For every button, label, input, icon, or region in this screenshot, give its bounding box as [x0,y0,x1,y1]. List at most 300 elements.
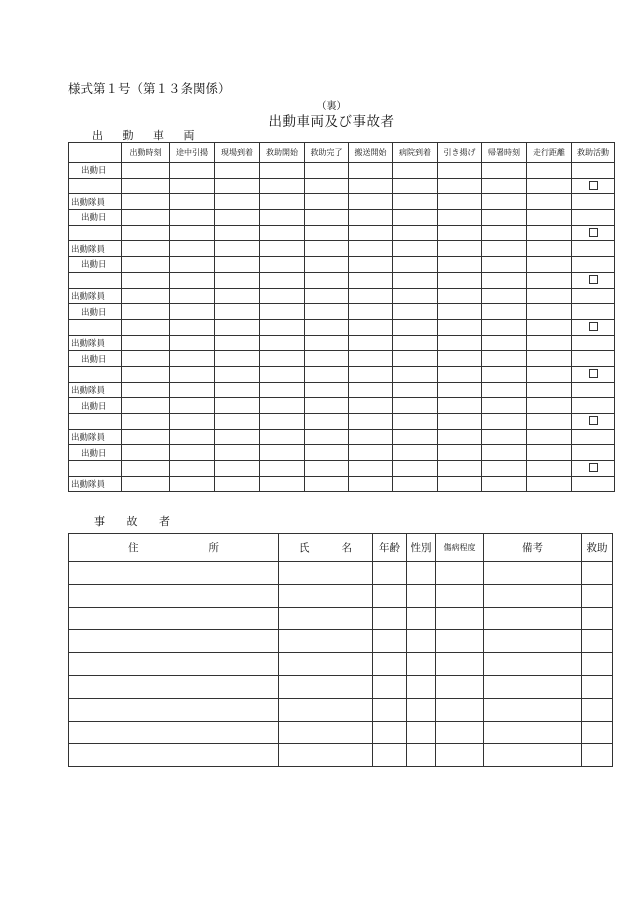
vehicle-cell[interactable] [215,429,260,445]
vehicle-cell[interactable] [349,414,393,430]
vehicle-cell[interactable] [170,272,215,288]
remarks-cell[interactable] [484,721,582,744]
age-cell[interactable] [373,721,407,744]
vehicle-cell[interactable] [438,476,482,492]
vehicle-cell[interactable] [527,304,572,320]
vehicle-cell[interactable] [527,272,572,288]
vehicle-cell[interactable] [393,445,438,461]
vehicle-cell[interactable] [438,225,482,241]
vehicle-cell[interactable] [215,414,260,430]
vehicle-cell[interactable] [393,304,438,320]
vehicle-cell[interactable] [572,194,615,210]
vehicle-cell[interactable] [260,304,305,320]
vehicle-cell[interactable] [438,429,482,445]
vehicle-cell[interactable] [305,210,349,226]
vehicle-cell[interactable] [527,194,572,210]
vehicle-cell[interactable] [260,351,305,367]
vehicle-cell[interactable] [482,476,527,492]
vehicle-cell[interactable] [305,288,349,304]
rescue-activity-checkbox[interactable] [589,275,598,284]
vehicle-cell[interactable] [393,382,438,398]
vehicle-cell[interactable] [305,398,349,414]
sex-cell[interactable] [407,607,436,630]
rescue-cell[interactable] [582,744,613,767]
injury-cell[interactable] [436,698,484,721]
vehicle-cell[interactable] [349,445,393,461]
vehicle-cell[interactable] [170,445,215,461]
rescue-cell[interactable] [582,584,613,607]
vehicle-cell[interactable] [170,225,215,241]
vehicle-cell[interactable] [305,414,349,430]
vehicle-cell[interactable] [393,366,438,382]
vehicle-cell[interactable] [527,225,572,241]
vehicle-cell[interactable] [305,178,349,194]
vehicle-cell[interactable] [393,257,438,273]
vehicle-cell[interactable] [170,241,215,257]
header-injury-severity: 傷病程度 [436,534,484,562]
injury-cell[interactable] [436,562,484,585]
vehicle-cell[interactable] [482,272,527,288]
vehicle-cell[interactable] [215,178,260,194]
vehicle-cell[interactable] [122,288,170,304]
vehicle-cell[interactable] [305,445,349,461]
vehicle-cell[interactable] [572,163,615,179]
vehicle-cell[interactable] [260,476,305,492]
age-cell[interactable] [373,675,407,698]
remarks-cell[interactable] [484,630,582,653]
age-cell[interactable] [373,653,407,676]
injury-cell[interactable] [436,675,484,698]
vehicle-cell[interactable] [393,476,438,492]
vehicle-cell[interactable] [527,429,572,445]
vehicle-cell[interactable] [122,304,170,320]
vehicle-cell[interactable] [170,366,215,382]
vehicle-cell[interactable] [349,319,393,335]
vehicle-cell[interactable] [527,461,572,477]
vehicle-cell[interactable] [527,366,572,382]
rescue-cell[interactable] [582,698,613,721]
vehicle-cell[interactable] [349,288,393,304]
age-cell[interactable] [373,630,407,653]
vehicle-cell[interactable] [260,225,305,241]
vehicle-cell[interactable] [349,351,393,367]
vehicle-cell[interactable] [170,194,215,210]
vehicle-cell[interactable] [122,429,170,445]
vehicle-cell[interactable] [260,210,305,226]
vehicle-cell[interactable] [122,414,170,430]
vehicle-cell[interactable] [305,335,349,351]
vehicle-cell[interactable] [215,461,260,477]
vehicle-cell[interactable] [438,445,482,461]
vehicle-cell[interactable] [527,382,572,398]
vehicle-cell[interactable] [305,461,349,477]
vehicles-section-heading: 出 動 車 両 [92,129,203,142]
name-cell[interactable] [279,675,373,698]
vehicle-cell[interactable] [527,210,572,226]
rescue-activity-checkbox[interactable] [589,322,598,331]
vehicle-cell[interactable] [122,178,170,194]
vehicle-cell[interactable] [349,272,393,288]
sex-cell[interactable] [407,562,436,585]
vehicle-cell[interactable] [438,461,482,477]
vehicle-cell[interactable] [572,257,615,273]
vehicle-cell[interactable] [572,210,615,226]
address-cell[interactable] [69,630,279,653]
vehicle-cell[interactable] [393,351,438,367]
vehicle-cell[interactable] [122,382,170,398]
vehicle-cell[interactable] [572,398,615,414]
vehicle-cell[interactable] [438,288,482,304]
vehicle-cell[interactable] [482,445,527,461]
address-cell[interactable] [69,607,279,630]
rescue-activity-checkbox[interactable] [589,416,598,425]
vehicle-cell[interactable] [215,304,260,320]
vehicle-cell[interactable] [438,382,482,398]
vehicle-cell[interactable] [438,272,482,288]
age-cell[interactable] [373,607,407,630]
vehicle-cell[interactable] [572,304,615,320]
vehicle-cell[interactable] [527,178,572,194]
vehicle-cell[interactable] [349,225,393,241]
age-cell[interactable] [373,584,407,607]
address-cell[interactable] [69,698,279,721]
vehicle-cell[interactable] [305,319,349,335]
vehicle-cell[interactable] [527,445,572,461]
vehicle-cell[interactable] [572,335,615,351]
vehicle-cell[interactable] [122,257,170,273]
address-cell[interactable] [69,744,279,767]
vehicle-cell[interactable] [260,288,305,304]
vehicle-cell[interactable] [438,398,482,414]
remarks-cell[interactable] [484,744,582,767]
vehicle-cell[interactable] [215,272,260,288]
vehicle-cell[interactable] [482,366,527,382]
vehicle-cell[interactable] [170,476,215,492]
casualty-row [69,562,613,585]
vehicle-cell[interactable] [122,476,170,492]
vehicle-cell[interactable] [438,319,482,335]
vehicle-cell[interactable] [482,194,527,210]
remarks-cell[interactable] [484,675,582,698]
vehicle-cell[interactable] [482,163,527,179]
vehicle-cell[interactable] [438,178,482,194]
name-cell[interactable] [279,584,373,607]
vehicle-cell[interactable] [482,351,527,367]
vehicle-cell[interactable] [215,476,260,492]
address-cell[interactable] [69,675,279,698]
injury-cell[interactable] [436,584,484,607]
vehicle-cell[interactable] [170,319,215,335]
vehicle-cell[interactable] [215,351,260,367]
vehicle-cell[interactable] [482,288,527,304]
rescue-activity-checkbox[interactable] [589,228,598,237]
address-cell[interactable] [69,653,279,676]
vehicle-cell[interactable] [438,414,482,430]
sex-cell[interactable] [407,653,436,676]
vehicle-cell[interactable] [438,304,482,320]
vehicle-cell[interactable] [482,210,527,226]
vehicle-cell[interactable] [482,398,527,414]
vehicle-cell[interactable] [572,288,615,304]
vehicle-cell[interactable] [527,319,572,335]
vehicle-cell[interactable] [215,445,260,461]
vehicle-cell[interactable] [260,366,305,382]
vehicle-cell[interactable] [572,429,615,445]
vehicle-cell[interactable] [260,414,305,430]
rescue-cell[interactable] [582,607,613,630]
vehicle-cell[interactable] [122,163,170,179]
sex-cell[interactable] [407,744,436,767]
vehicle-cell[interactable] [170,257,215,273]
vehicle-cell[interactable] [260,398,305,414]
vehicle-cell[interactable] [527,288,572,304]
rescue-activity-cell [572,414,615,430]
vehicle-cell[interactable] [349,366,393,382]
vehicle-cell[interactable] [260,319,305,335]
vehicle-cell[interactable] [482,461,527,477]
vehicle-cell[interactable] [260,194,305,210]
vehicle-cell[interactable] [527,398,572,414]
rescue-cell[interactable] [582,721,613,744]
vehicle-cell[interactable] [170,398,215,414]
sex-cell[interactable] [407,675,436,698]
injury-cell[interactable] [436,653,484,676]
vehicle-cell[interactable] [122,445,170,461]
vehicle-cell[interactable] [305,272,349,288]
vehicle-cell[interactable] [305,351,349,367]
blank-label-cell [69,414,122,430]
vehicle-cell[interactable] [260,429,305,445]
vehicle-cell[interactable] [482,429,527,445]
injury-cell[interactable] [436,721,484,744]
vehicle-row-crew [69,241,615,257]
injury-cell[interactable] [436,744,484,767]
vehicle-cell[interactable] [260,445,305,461]
vehicle-cell[interactable] [305,194,349,210]
vehicle-cell[interactable] [215,225,260,241]
vehicle-cell[interactable] [393,461,438,477]
name-cell[interactable] [279,562,373,585]
vehicle-cell[interactable] [349,163,393,179]
vehicle-cell[interactable] [170,288,215,304]
vehicle-cell[interactable] [393,288,438,304]
vehicle-cell[interactable] [349,335,393,351]
vehicle-cell[interactable] [438,366,482,382]
rescue-activity-checkbox[interactable] [589,369,598,378]
vehicle-cell[interactable] [215,398,260,414]
vehicle-cell[interactable] [260,241,305,257]
remarks-cell[interactable] [484,562,582,585]
vehicle-cell[interactable] [260,335,305,351]
vehicle-cell[interactable] [215,194,260,210]
vehicle-cell[interactable] [349,398,393,414]
injury-cell[interactable] [436,607,484,630]
vehicle-cell[interactable] [527,335,572,351]
vehicle-cell[interactable] [260,163,305,179]
name-cell[interactable] [279,607,373,630]
vehicle-cell[interactable] [393,178,438,194]
vehicle-cell[interactable] [305,257,349,273]
remarks-cell[interactable] [484,653,582,676]
vehicle-cell[interactable] [215,288,260,304]
vehicle-cell[interactable] [170,210,215,226]
vehicle-cell[interactable] [393,272,438,288]
vehicle-cell[interactable] [482,178,527,194]
age-cell[interactable] [373,744,407,767]
rescue-cell[interactable] [582,675,613,698]
vehicle-cell[interactable] [349,304,393,320]
rescue-cell[interactable] [582,653,613,676]
vehicle-cell[interactable] [122,335,170,351]
sex-cell[interactable] [407,698,436,721]
vehicle-cell[interactable] [438,163,482,179]
vehicle-cell[interactable] [305,429,349,445]
vehicle-cell[interactable] [438,241,482,257]
vehicle-cell[interactable] [572,445,615,461]
vehicle-cell[interactable] [170,414,215,430]
vehicle-cell[interactable] [393,194,438,210]
name-cell[interactable] [279,630,373,653]
vehicle-cell[interactable] [482,257,527,273]
vehicle-cell[interactable] [393,241,438,257]
address-cell[interactable] [69,584,279,607]
vehicle-cell[interactable] [349,194,393,210]
vehicle-cell[interactable] [170,351,215,367]
vehicle-cell[interactable] [170,304,215,320]
vehicle-cell[interactable] [122,241,170,257]
vehicle-cell[interactable] [349,257,393,273]
vehicle-cell[interactable] [393,414,438,430]
vehicle-cell[interactable] [572,241,615,257]
vehicle-cell[interactable] [482,319,527,335]
vehicle-cell[interactable] [572,382,615,398]
vehicle-cell[interactable] [482,225,527,241]
vehicle-cell[interactable] [260,382,305,398]
vehicle-cell[interactable] [438,335,482,351]
vehicle-cell[interactable] [122,194,170,210]
vehicle-cell[interactable] [170,178,215,194]
vehicle-cell[interactable] [170,163,215,179]
vehicle-cell[interactable] [170,461,215,477]
vehicle-cell[interactable] [170,382,215,398]
remarks-cell[interactable] [484,698,582,721]
vehicle-cell[interactable] [438,351,482,367]
vehicle-cell[interactable] [527,257,572,273]
address-cell[interactable] [69,562,279,585]
name-cell[interactable] [279,744,373,767]
vehicle-cell[interactable] [215,382,260,398]
vehicle-cell[interactable] [122,351,170,367]
vehicle-cell[interactable] [215,319,260,335]
vehicle-cell[interactable] [527,241,572,257]
vehicle-cell[interactable] [572,476,615,492]
vehicle-cell[interactable] [170,429,215,445]
vehicle-cell[interactable] [527,476,572,492]
vehicle-cell[interactable] [260,257,305,273]
vehicle-cell[interactable] [393,429,438,445]
vehicle-cell[interactable] [305,366,349,382]
rescue-cell[interactable] [582,562,613,585]
vehicle-cell[interactable] [482,414,527,430]
vehicle-cell[interactable] [349,429,393,445]
address-cell[interactable] [69,721,279,744]
vehicle-cell[interactable] [438,194,482,210]
name-cell[interactable] [279,698,373,721]
vehicle-cell[interactable] [482,241,527,257]
vehicle-cell[interactable] [572,351,615,367]
vehicle-cell[interactable] [482,335,527,351]
vehicle-cell[interactable] [305,382,349,398]
vehicle-cell[interactable] [349,382,393,398]
vehicle-cell[interactable] [215,241,260,257]
injury-cell[interactable] [436,630,484,653]
vehicle-cell[interactable] [122,461,170,477]
vehicle-cell[interactable] [527,163,572,179]
vehicle-cell[interactable] [349,461,393,477]
vehicle-cell[interactable] [393,210,438,226]
vehicle-cell[interactable] [393,398,438,414]
vehicle-cell[interactable] [527,351,572,367]
vehicle-cell[interactable] [349,476,393,492]
vehicle-cell[interactable] [393,319,438,335]
vehicle-cell[interactable] [122,210,170,226]
vehicle-cell[interactable] [438,257,482,273]
vehicle-cell[interactable] [305,304,349,320]
vehicle-cell[interactable] [305,241,349,257]
vehicle-cell[interactable] [260,272,305,288]
age-cell[interactable] [373,698,407,721]
name-cell[interactable] [279,653,373,676]
vehicle-cell[interactable] [482,304,527,320]
remarks-cell[interactable] [484,584,582,607]
vehicle-cell[interactable] [170,335,215,351]
vehicle-cell[interactable] [393,335,438,351]
vehicle-cell[interactable] [215,210,260,226]
vehicle-cell[interactable] [349,178,393,194]
vehicle-cell[interactable] [349,241,393,257]
sex-cell[interactable] [407,584,436,607]
rescue-activity-checkbox[interactable] [589,181,598,190]
name-cell[interactable] [279,721,373,744]
vehicle-cell[interactable] [527,414,572,430]
vehicle-cell[interactable] [349,210,393,226]
vehicle-cell[interactable] [260,461,305,477]
rescue-cell[interactable] [582,630,613,653]
vehicle-cell[interactable] [305,476,349,492]
vehicle-cell[interactable] [305,163,349,179]
vehicle-cell[interactable] [393,163,438,179]
age-cell[interactable] [373,562,407,585]
vehicle-cell[interactable] [122,398,170,414]
vehicle-cell[interactable] [260,178,305,194]
remarks-cell[interactable] [484,607,582,630]
sex-cell[interactable] [407,630,436,653]
vehicle-cell[interactable] [122,225,170,241]
vehicle-cell[interactable] [215,163,260,179]
vehicle-cell[interactable] [438,210,482,226]
rescue-activity-checkbox[interactable] [589,463,598,472]
vehicle-cell[interactable] [122,319,170,335]
vehicle-cell[interactable] [482,382,527,398]
vehicle-cell[interactable] [122,366,170,382]
vehicle-cell[interactable] [215,257,260,273]
vehicle-cell[interactable] [122,272,170,288]
sex-cell[interactable] [407,721,436,744]
vehicle-cell[interactable] [305,225,349,241]
vehicle-cell[interactable] [393,225,438,241]
vehicle-cell[interactable] [215,335,260,351]
vehicle-cell[interactable] [215,366,260,382]
